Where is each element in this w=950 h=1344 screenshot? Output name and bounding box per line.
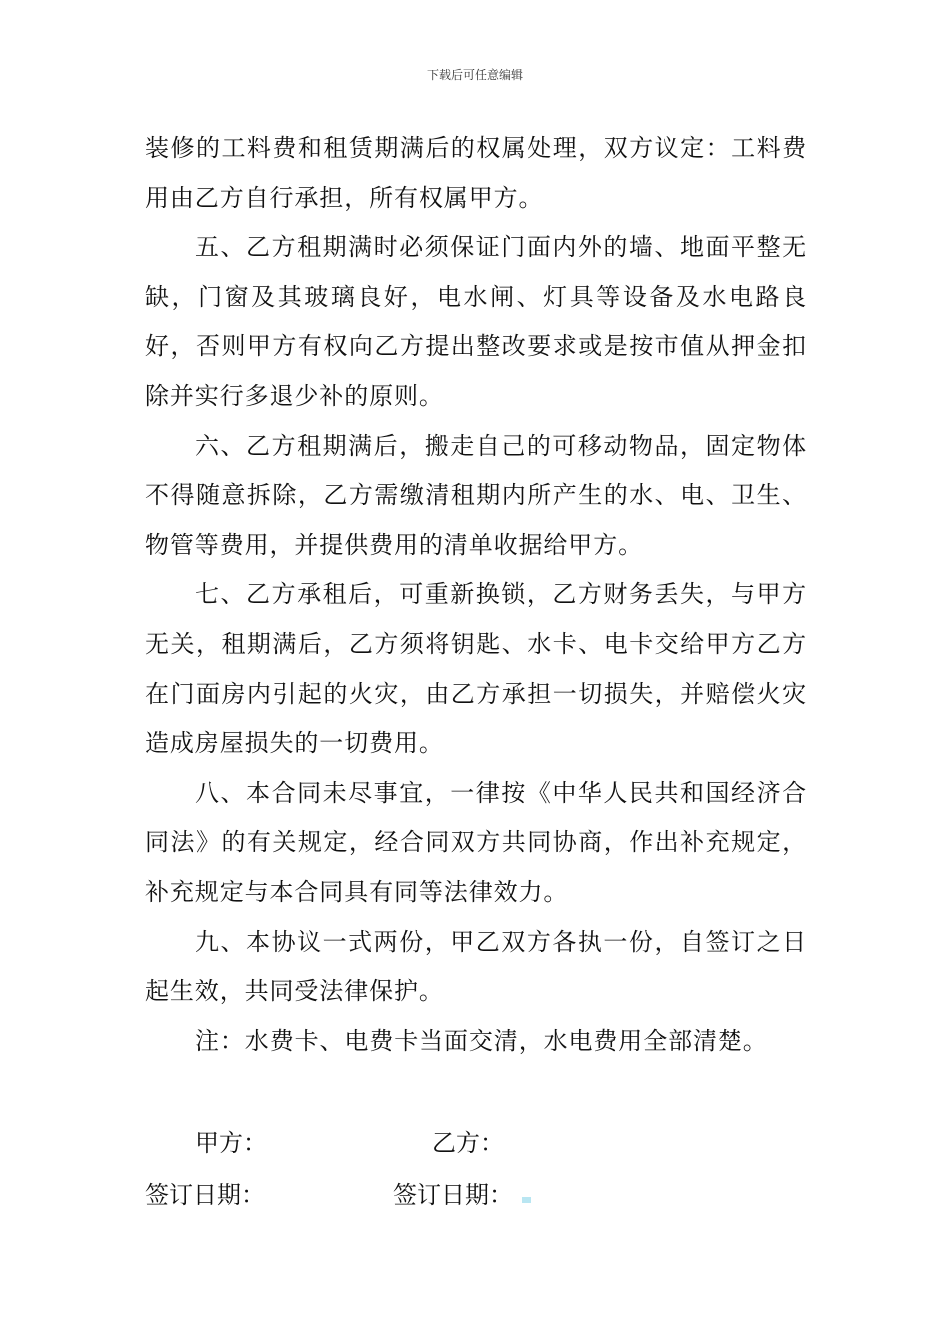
- party-a-label: 甲方：: [195, 1129, 267, 1157]
- contract-paragraph-continued: 装修的工料费和租赁期满后的权属处理，双方议定：工料费用由乙方自行承担，所有权属甲方。: [145, 134, 807, 212]
- date-a-label: 签订日期：: [145, 1181, 265, 1209]
- contract-clause-9: 九、本协议一式两份，甲乙双方各执一份，自签订之日起生效，共同受法律保护。: [145, 927, 807, 1006]
- contract-body: [145, 124, 807, 1066]
- contract-clause-5: 五、乙方租期满时必须保证门面内外的墙、地面平整无缺，门窗及其玻璃良好，电水闸、灯具等设备及水电路良好，否则甲方有权向乙方提出整改要求或是按市值从押金扣除并实行多退少补的原则。: [145, 233, 807, 410]
- party-b-label: 乙方：: [432, 1129, 504, 1157]
- contract-note: 注：水费卡、电费卡当面交清，水电费用全部清楚。: [195, 1026, 768, 1055]
- contract-clause-8: 八、本合同未尽事宜，一律按《中华人民共和国经济合同法》的有关规定，经合同双方共同协商，作出补充规定，补充规定与本合同具有同等法律效力。: [145, 778, 807, 906]
- date-b-label: 签订日期：: [393, 1181, 513, 1209]
- header-note: 下载后可任意编辑: [426, 68, 523, 82]
- text-cursor-marker: [522, 1197, 531, 1203]
- contract-clause-7: 七、乙方承租后，可重新换锁，乙方财务丢失，与甲方无关，租期满后，乙方须将钥匙、水卡、电卡交给甲方乙方在门面房内引起的火灾，由乙方承担一切损失，并赔偿火灾造成房屋损失的一切费用。: [145, 580, 807, 758]
- contract-clause-6: 六、乙方租期满后，搬走自己的可移动物品，固定物体不得随意拆除，乙方需缴清租期内所产生的水、电、卫生、物管等费用，并提供费用的清单收据给甲方。: [145, 431, 807, 559]
